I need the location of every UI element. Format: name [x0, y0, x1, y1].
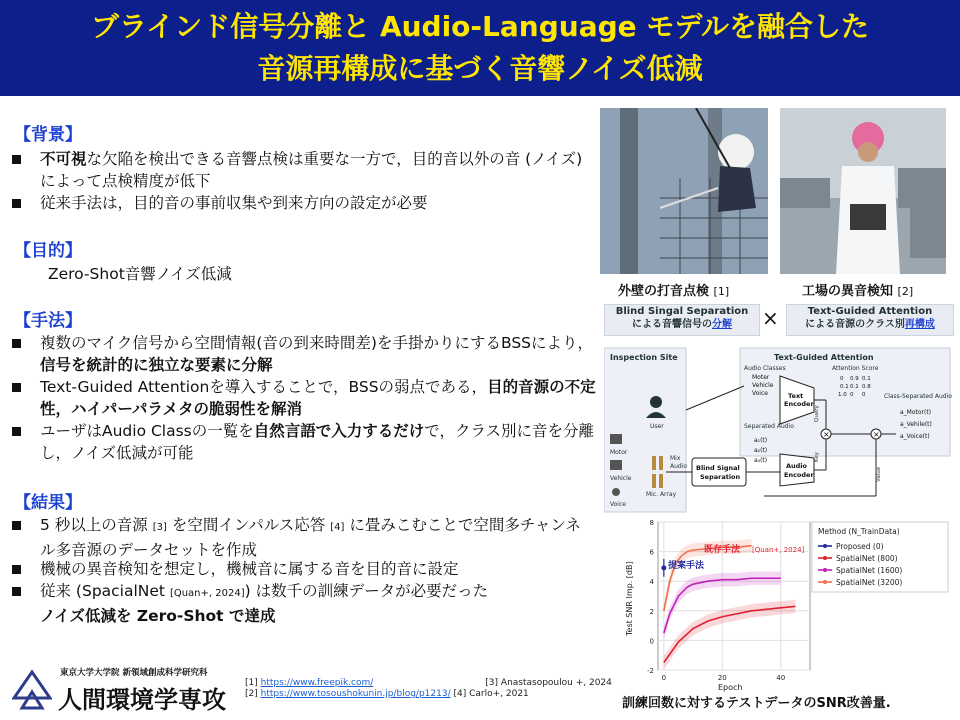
legend-marker [823, 544, 827, 548]
attn-cell-00: 0 [840, 376, 844, 382]
background-text-1: な欠陥を検出できる音響点検は重要な一方で，目的音以外の音 (ノイズ)によって点検精度が低下 [40, 150, 583, 190]
architecture-diagram [604, 346, 952, 514]
y-axis-label: Test SNR Imp. [dB] [625, 561, 634, 636]
op-symbol-1: × [823, 430, 830, 439]
attn-cell-01: 0.9 [850, 376, 859, 382]
background-text-2: 従来手法は，目的音の事前収集や到来方向の設定が必要 [40, 194, 428, 212]
y-tick-label: 0 [649, 637, 654, 646]
background-bullet-2 [12, 192, 596, 214]
snr-chart [620, 516, 950, 692]
title-line-2: 音源再構成に基づく音響ノイズ低減 [257, 52, 703, 85]
attn-cell-21: 0 [850, 392, 854, 398]
ref-1-link[interactable]: https://www.freepik.com/ [260, 678, 374, 688]
bss-box-sub: による音響信号の [632, 319, 712, 330]
references [245, 678, 612, 700]
class-out-3: a_Voice(t) [900, 433, 930, 440]
university-logo [12, 664, 237, 716]
result-bullet-2 [12, 558, 596, 580]
vehicle-label: Vehicle [610, 475, 632, 482]
attn-cell-02: 0.1 [862, 376, 871, 382]
background-bold-text: 不可視 [40, 150, 87, 168]
times-symbol: × [762, 306, 779, 330]
title-line-1: ブラインド信号分離と Audio-Language モデルを融合した [91, 10, 869, 43]
result-text-3b: ) は数千の訓練データが必要だった [244, 582, 489, 600]
y-tick-label: 4 [649, 578, 654, 587]
class-sep-label: Class-Separated Audio [884, 393, 952, 400]
audio-classes-label: Audio Classes [744, 365, 786, 372]
audio-encoder-line-2: Encoder [784, 471, 814, 479]
caption-1-ref: [1] [713, 285, 730, 298]
x-tick-label: 40 [776, 674, 786, 682]
class-out-1: a_Motor(t) [900, 409, 932, 416]
legend-label: SpatialNet (1600) [836, 566, 903, 575]
audio-encoder-block [780, 454, 814, 486]
legend-marker [823, 580, 827, 584]
audio-encoder-line-1: Audio [786, 462, 808, 470]
attn-cell-20: 1.0 [838, 392, 847, 398]
proposed-method-label: 提案手法 [668, 561, 705, 571]
x-tick-label: 20 [717, 674, 727, 682]
x-tick-label: 0 [661, 674, 667, 682]
method-bold-1: 信号を統計的に独立な要素に分解 [40, 356, 273, 374]
result-bullet-3 [12, 580, 596, 627]
sep-item-2: a₂(t) [754, 447, 768, 454]
result-text-1b: を空間インパルス応答 [171, 516, 326, 534]
attn-cell-10: 0.1 [840, 384, 849, 390]
value-label: Value [876, 466, 882, 482]
separated-label: Separated Audio [744, 423, 794, 430]
bss-box-title: Blind Singal Separation [615, 306, 749, 317]
photo-caption-1 [618, 280, 729, 299]
query-label: Query [814, 405, 820, 422]
method-bullet-3 [12, 420, 596, 464]
result-heading: 【結果】 [14, 493, 82, 513]
title-banner [0, 0, 960, 96]
bullet-square-icon [12, 565, 21, 574]
voice-label: Voice [610, 501, 626, 508]
legend-label: SpatialNet (800) [836, 554, 898, 563]
bullet-square-icon [12, 587, 21, 596]
motor-label: Motor [610, 449, 628, 456]
bullet-square-icon [12, 155, 21, 164]
factory-inspection-photo [780, 108, 946, 274]
legend-label: Proposed (0) [836, 542, 884, 551]
result-bullet-1 [12, 514, 596, 561]
tga-box [786, 304, 954, 336]
logo-mark-icon [12, 668, 52, 712]
site-label: Inspection Site [610, 353, 678, 362]
ref-quan-label: [Quan+, 2024] [169, 588, 245, 599]
motor-icon [610, 434, 622, 444]
caption-1-text: 外壁の打音点検 [618, 284, 710, 299]
background-heading: 【背景】 [14, 125, 82, 145]
bss-box [604, 304, 760, 336]
mic-label: Mic. Array [646, 491, 677, 498]
photo-caption-2 [802, 280, 913, 299]
background-bullet-1 [12, 148, 596, 192]
result-bold-3: ノイズ低減を Zero-Shot で達成 [40, 607, 276, 625]
wall-inspection-photo [600, 108, 768, 274]
ref-3-label: [3] [152, 522, 167, 533]
bullet-square-icon [12, 339, 21, 348]
logo-big-text: 人間環境学専攻 [58, 686, 226, 714]
class-item-1: Moter [752, 374, 770, 381]
result-text-3a: 従来 (SpacialNet [40, 582, 165, 600]
site-panel [604, 348, 686, 512]
legend-title: Method (N_TrainData) [818, 527, 900, 536]
tga-box-sub: による音源のクラス別 [805, 319, 905, 330]
class-item-3: Voice [752, 390, 768, 397]
attn-cell-11: 0.1 [850, 384, 859, 390]
sep-item-1: a₁(t) [754, 437, 768, 444]
y-tick-label: 6 [649, 548, 654, 557]
voice-icon [612, 488, 620, 496]
user-label: User [650, 423, 664, 430]
method-text-1: 複数のマイク信号から空間情報(音の到来時間差)を手掛かりにするBSSにより， [40, 334, 594, 352]
bss-block-line-1: Blind Signal [696, 464, 740, 472]
y-tick-label: -2 [647, 667, 654, 675]
legend-label: SpatialNet (3200) [836, 578, 903, 587]
attn-cell-12: 0.8 [862, 384, 871, 390]
proposed-point [661, 565, 666, 570]
method-bullet-2 [12, 376, 596, 420]
bullet-square-icon [12, 521, 21, 530]
bss-box-highlight: 分解 [712, 319, 732, 330]
legend-marker [823, 568, 827, 572]
chart-caption: 訓練回数に対するテストデータのSNR改善量. [622, 696, 891, 711]
mix-label-1: Mix [670, 455, 681, 462]
logo-small-text: 東京大学大学院 新領域創成科学研究科 [60, 668, 208, 678]
ref-2-link[interactable]: https://www.tosoushokunin.jp/blog/p1213/ [260, 689, 451, 699]
bss-block-line-2: Separation [700, 473, 741, 481]
legend-marker [823, 556, 827, 560]
bss-block [692, 458, 746, 486]
tga-box-highlight: 再構成 [904, 319, 935, 330]
ref-3-text: [3] Anastasopoulou +, 2024 [485, 678, 612, 688]
bullet-square-icon [12, 383, 21, 392]
text-encoder-line-2: Encoder [784, 400, 814, 408]
y-tick-label: 8 [649, 519, 654, 527]
method-text-2: Text-Guided Attentionを導入することで，BSSの弱点である， [40, 378, 488, 396]
method-bullet-1 [12, 332, 596, 376]
bullet-square-icon [12, 199, 21, 208]
ref-1-num: [1] [245, 678, 258, 688]
existing-method-ref: [Quan+, 2024] [752, 546, 805, 554]
class-out-2: a_Vehile(t) [900, 421, 932, 428]
x-axis-label: Epoch [718, 683, 743, 692]
vehicle-icon [610, 460, 622, 470]
class-item-2: Vehicle [752, 382, 774, 389]
ref-4-label: [4] [330, 522, 345, 533]
method-bold-3: 自然言語で入力するだけ [253, 422, 425, 440]
caption-2-text: 工場の異音検知 [802, 284, 894, 299]
attn-cell-22: 0 [862, 392, 866, 398]
user-arrow [686, 386, 744, 410]
method-text-3a: ユーザはAudio Classの一覧を [40, 422, 254, 440]
tga-label: Text-Guided Attention [774, 353, 874, 362]
existing-method-label: 既存手法 [704, 545, 741, 555]
purpose-text: Zero-Shot音響ノイズ低減 [48, 265, 232, 283]
method-heading: 【手法】 [14, 311, 82, 331]
ref-4-text: [4] Carlo+, 2021 [453, 689, 529, 699]
bullet-square-icon [12, 427, 21, 436]
result-text-1a: 5 秒以上の音源 [40, 516, 148, 534]
mix-label-2: Audio [670, 463, 688, 470]
method-bold-2: 目的音源の不定性，ハイパーパラメタの脆弱性を解消 [40, 378, 596, 418]
result-text-2: 機械の異音検知を想定し，機械音に属する音を目的音に設定 [40, 560, 459, 578]
caption-2-ref: [2] [897, 285, 914, 298]
key-label: Key [814, 452, 820, 462]
result-text-1c: に畳みこむことで空間多チャンネル多音源のデータセットを作成 [40, 516, 581, 559]
ref-2-num: [2] [245, 689, 258, 699]
text-encoder-line-1: Text [788, 392, 804, 400]
purpose-heading: 【目的】 [14, 241, 82, 261]
tga-box-title: Text-Guided Attention [807, 306, 933, 317]
sep-item-3: a₃(t) [754, 457, 768, 464]
method-text-3b: で，クラス別に音を分離し，ノイズ低減が可能 [40, 422, 595, 462]
op-symbol-2: × [873, 430, 880, 439]
y-tick-label: 2 [649, 607, 654, 616]
attn-score-label: Attention Score [832, 365, 879, 372]
